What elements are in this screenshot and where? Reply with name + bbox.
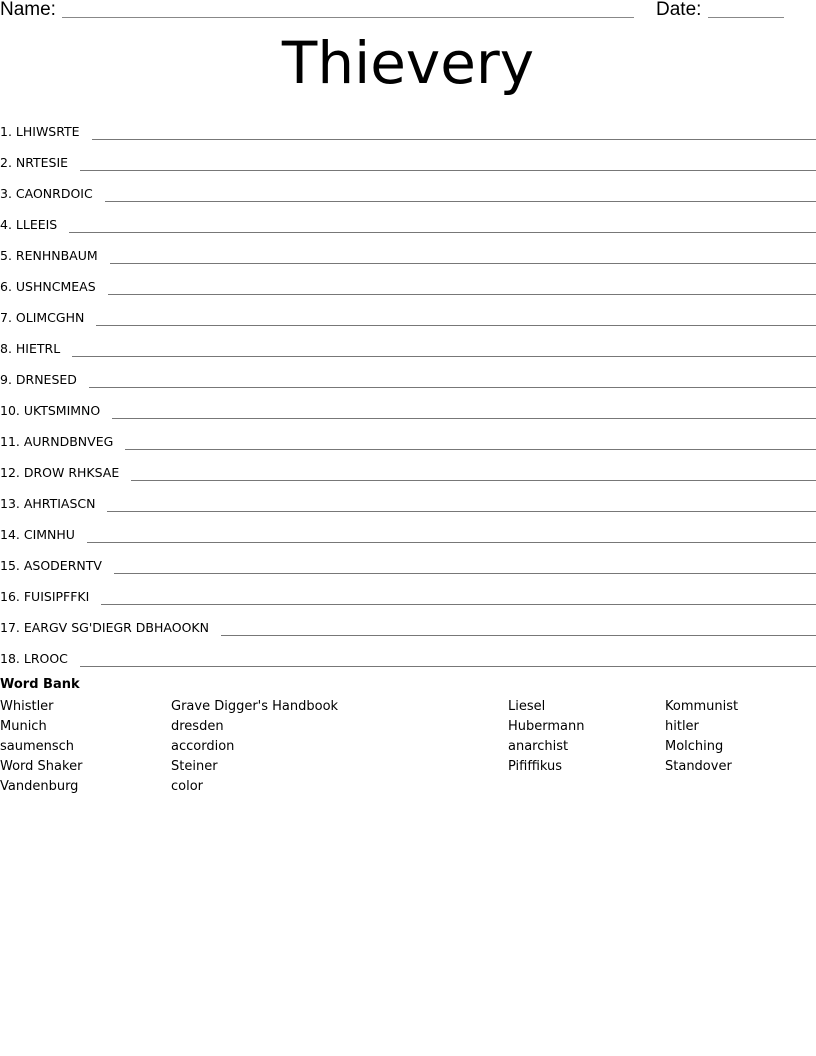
- word-bank-item: Whistler: [0, 699, 54, 714]
- name-label: Name:: [0, 0, 56, 20]
- answer-line[interactable]: [96, 325, 816, 326]
- word-bank-column: [508, 697, 585, 777]
- word-bank-item: Liesel: [508, 699, 546, 714]
- answer-line[interactable]: [101, 604, 816, 605]
- question-row: [0, 576, 816, 607]
- answer-line[interactable]: [87, 542, 816, 543]
- answer-line[interactable]: [110, 263, 816, 264]
- answer-line[interactable]: [89, 387, 816, 388]
- word-bank-item: Word Shaker: [0, 759, 83, 774]
- word-bank-item: anarchist: [508, 739, 569, 754]
- answer-line[interactable]: [108, 294, 816, 295]
- question-text: 16. FUISIPFFKI: [0, 589, 90, 604]
- answer-line[interactable]: [131, 480, 816, 481]
- question-row: [0, 142, 816, 173]
- word-bank-item: saumensch: [0, 739, 75, 754]
- question-row: [0, 607, 816, 638]
- word-bank-item: dresden: [171, 719, 224, 734]
- word-bank-item: Vandenburg: [0, 779, 79, 794]
- word-bank-item: hitler: [665, 719, 699, 734]
- question-text: 10. UKTSMIMNO: [0, 403, 101, 418]
- question-row: [0, 452, 816, 483]
- question-row: [0, 359, 816, 390]
- question-row: [0, 483, 816, 514]
- page-title: Thievery: [281, 29, 535, 97]
- question-text: 8. HIETRL: [0, 341, 61, 356]
- word-bank-item: Pififfikus: [508, 759, 563, 774]
- question-row: [0, 514, 816, 545]
- word-bank: [0, 697, 816, 797]
- question-text: 4. LLEEIS: [0, 217, 58, 232]
- word-bank-item: accordion: [171, 739, 235, 754]
- question-text: 13. AHRTIASCN: [0, 496, 96, 511]
- word-bank-item: Kommunist: [665, 699, 739, 714]
- answer-line[interactable]: [72, 356, 816, 357]
- question-text: 15. ASODERNTV: [0, 558, 102, 573]
- answer-line[interactable]: [125, 449, 816, 450]
- question-text: 18. LROOC: [0, 651, 68, 666]
- word-bank-item: Molching: [665, 739, 724, 754]
- question-row: [0, 204, 816, 235]
- answer-line[interactable]: [80, 666, 816, 667]
- question-row: [0, 328, 816, 359]
- question-text: 14. CIMNHU: [0, 527, 75, 542]
- word-bank-column: [0, 697, 82, 797]
- question-row: [0, 111, 816, 142]
- question-row: [0, 638, 816, 669]
- answer-line[interactable]: [107, 511, 816, 512]
- question-row: [0, 545, 816, 576]
- answer-line[interactable]: [114, 573, 816, 574]
- question-text: 7. OLIMCGHN: [0, 310, 85, 325]
- answer-line[interactable]: [69, 232, 816, 233]
- question-row: [0, 235, 816, 266]
- question-text: 1. LHIWSRTE: [0, 124, 80, 139]
- answer-line[interactable]: [105, 201, 816, 202]
- name-field[interactable]: [62, 17, 634, 18]
- date-field[interactable]: [708, 17, 784, 18]
- question-row: [0, 390, 816, 421]
- answer-line[interactable]: [221, 635, 816, 636]
- word-bank-item: Standover: [665, 759, 732, 774]
- question-text: 3. CAONRDOIC: [0, 186, 93, 201]
- question-text: 17. EARGV SG'DIEGR DBHAOOKN: [0, 620, 209, 635]
- word-bank-item: color: [171, 779, 204, 794]
- question-text: 12. DROW RHKSAE: [0, 465, 120, 480]
- word-bank-item: Munich: [0, 719, 47, 734]
- question-row: [0, 297, 816, 328]
- question-text: 9. DRNESED: [0, 372, 77, 387]
- question-text: 2. NRTESIE: [0, 155, 69, 170]
- word-bank-column: [665, 697, 738, 777]
- question-row: [0, 266, 816, 297]
- answer-line[interactable]: [112, 418, 816, 419]
- answer-line[interactable]: [80, 170, 816, 171]
- question-text: 11. AURNDBNVEG: [0, 434, 114, 449]
- question-text: 6. USHNCMEAS: [0, 279, 96, 294]
- answer-line[interactable]: [92, 139, 816, 140]
- question-list: [0, 111, 816, 669]
- word-bank-item: Grave Digger's Handbook: [171, 699, 339, 714]
- date-label: Date:: [656, 0, 702, 20]
- word-bank-column: [171, 697, 338, 797]
- header: [0, 0, 816, 24]
- question-text: 5. RENHNBAUM: [0, 248, 98, 263]
- question-row: [0, 173, 816, 204]
- question-row: [0, 421, 816, 452]
- word-bank-item: Steiner: [171, 759, 218, 774]
- word-bank-item: Hubermann: [508, 719, 585, 734]
- word-bank-title: Word Bank: [0, 677, 80, 692]
